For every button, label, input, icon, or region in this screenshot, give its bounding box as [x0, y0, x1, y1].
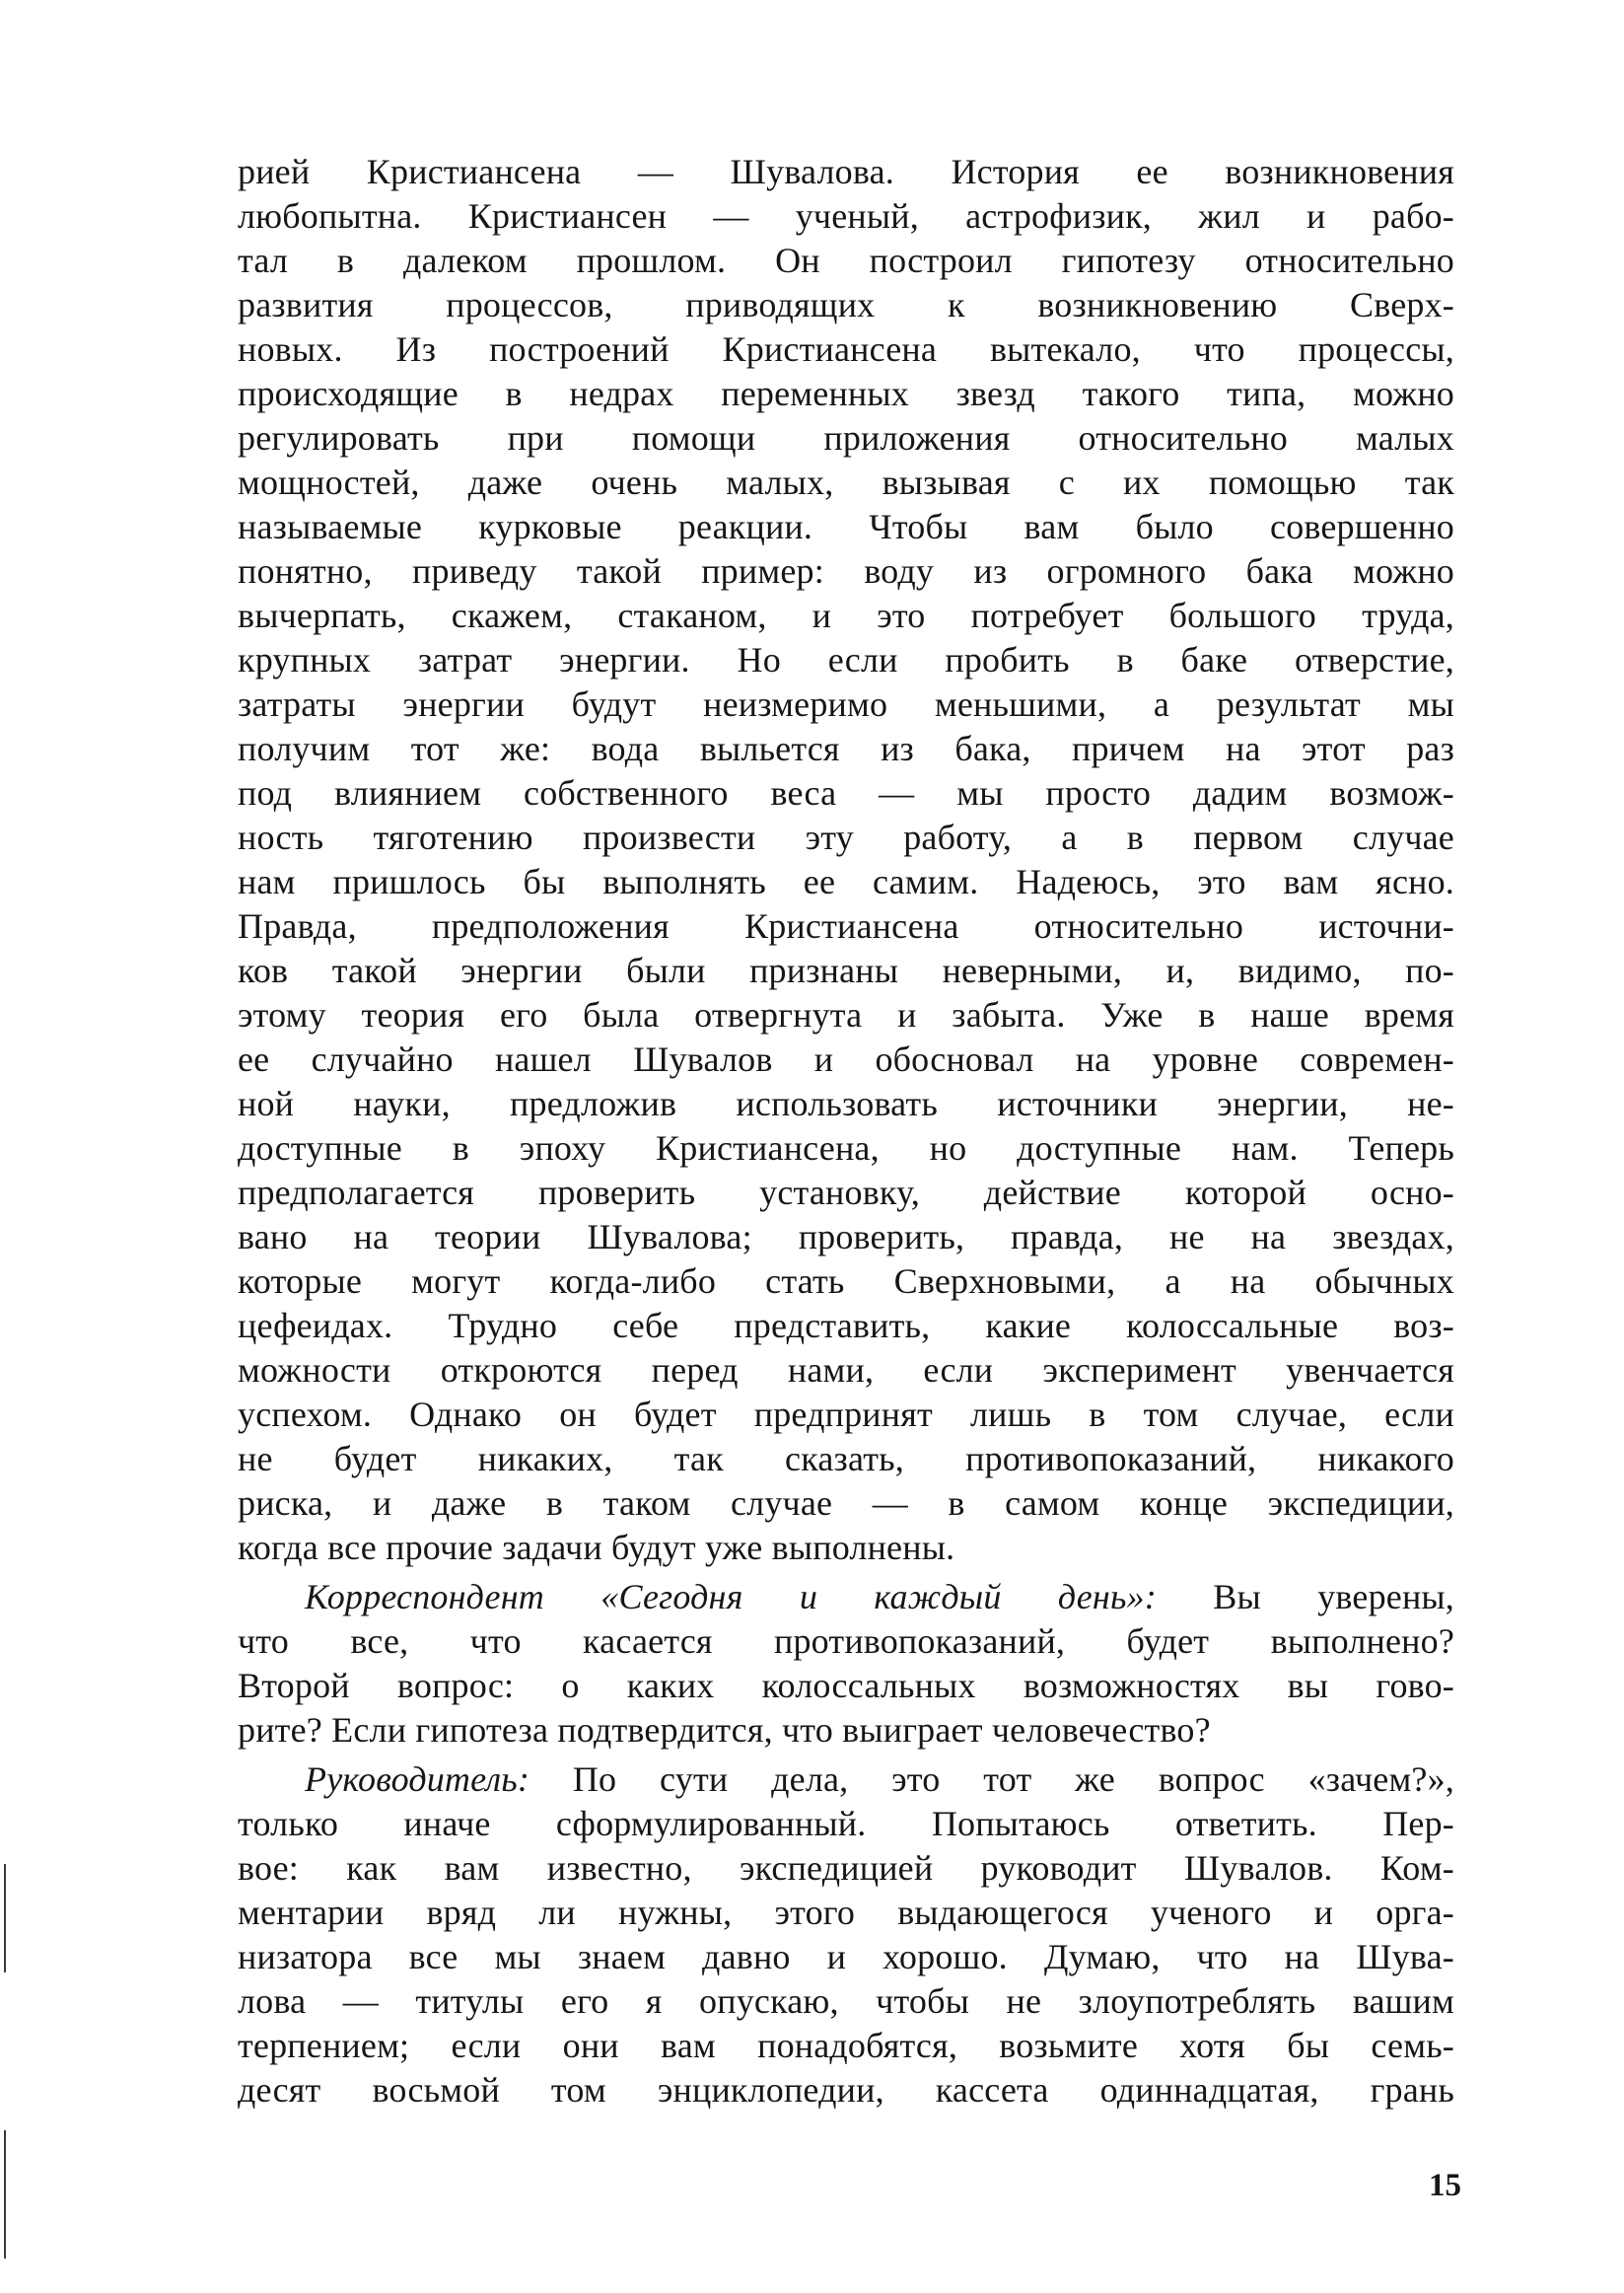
text-line: доступные в эпоху Кристиансена, но доступные нам. Теперь — [238, 1128, 1454, 1168]
text-line: что все, что касается противопоказаний, будет выполнено? — [238, 1621, 1454, 1661]
body-text — [238, 150, 1454, 2113]
scan-edge-mark — [4, 2130, 6, 2258]
text-line: любопытна. Кристиансен — ученый, астрофизик, жил и рабо- — [238, 196, 1454, 236]
text-line — [238, 1575, 1454, 1619]
text-line: можности откроются перед нами, если эксперимент увенчается — [238, 1350, 1454, 1390]
paragraph — [238, 1757, 1454, 2113]
text-line: лова — титулы его я опускаю, чтобы не злоупотреблять вашим — [238, 1981, 1454, 2021]
paragraph — [238, 150, 1454, 1570]
text-line: нам пришлось бы выполнять ее самим. Надеюсь, это вам ясно. — [238, 862, 1454, 901]
text-line: мощностей, даже очень малых, вызывая с их помощью так — [238, 463, 1454, 502]
text-line: этому теория его была отвергнута и забыта. Уже в наше время — [238, 995, 1454, 1035]
text-line: вычерпать, скажем, стаканом, и это потребует большого труда, — [238, 596, 1454, 635]
text-line: называемые курковые реакции. Чтобы вам было совершенно — [238, 507, 1454, 546]
text-line: риска, и даже в таком случае — в самом конце экспедиции, — [238, 1483, 1454, 1523]
text-line: предполагается проверить установку, действие которой осно- — [238, 1173, 1454, 1212]
text-line: Правда, предположения Кристиансена относительно источни- — [238, 906, 1454, 946]
text-line: получим тот же: вода выльется из бака, причем на этот раз — [238, 729, 1454, 768]
text-line: которые могут когда-либо стать Сверхновыми, а на обычных — [238, 1261, 1454, 1301]
text-line: низатора все мы знаем давно и хорошо. Думаю, что на Шува- — [238, 1937, 1454, 1976]
text-line: только иначе сформулированный. Попытаюсь ответить. Пер- — [238, 1804, 1454, 1843]
page-number: 15 — [1429, 2168, 1461, 2203]
text-line: терпением; если они вам понадобятся, возьмите хотя бы семь- — [238, 2026, 1454, 2065]
text-line: вано на теории Шувалова; проверить, правда, не на звездах, — [238, 1217, 1454, 1256]
scan-edge-mark — [4, 1864, 6, 1972]
text-line: ков такой энергии были признаны неверными, и, видимо, по- — [238, 951, 1454, 990]
text-line: ее случайно нашел Шувалов и обосновал на уровне современ- — [238, 1039, 1454, 1079]
text-line: десят восьмой том энциклопедии, кассета одиннадцатая, грань — [238, 2070, 1454, 2110]
speech-text: Вы уверены, — [1156, 1577, 1454, 1616]
speaker-label: Корреспондент «Сегодня и каждый день»: — [305, 1577, 1157, 1616]
speaker-label: Руководитель: — [305, 1759, 530, 1799]
text-line: вое: как вам известно, экспедицией руководит Шувалов. Ком- — [238, 1848, 1454, 1888]
text-line: ной науки, предложив использовать источники энергии, не- — [238, 1084, 1454, 1123]
text-line — [238, 1757, 1454, 1802]
text-line: регулировать при помощи приложения относительно малых — [238, 418, 1454, 458]
text-line: не будет никаких, так сказать, противопоказаний, никакого — [238, 1439, 1454, 1478]
text-line: понятно, приведу такой пример: воду из огромного бака можно — [238, 551, 1454, 591]
text-line: когда все прочие задачи будут уже выполнены. — [238, 1528, 955, 1567]
text-line: тал в далеком прошлом. Он построил гипотезу относительно — [238, 241, 1454, 280]
text-line: Второй вопрос: о каких колоссальных возможностях вы гово- — [238, 1666, 1454, 1705]
text-line: новых. Из построений Кристиансена вытекало, что процессы, — [238, 329, 1454, 369]
text-line: ментарии вряд ли нужны, этого выдающегося ученого и орга- — [238, 1893, 1454, 1932]
text-line: под влиянием собственного веса — мы просто дадим возмож- — [238, 773, 1454, 813]
text-line: развития процессов, приводящих к возникновению Сверх- — [238, 285, 1454, 324]
text-line: успехом. Однако он будет предпринят лишь в том случае, если — [238, 1395, 1454, 1434]
text-line: крупных затрат энергии. Но если пробить в баке отверстие, — [238, 640, 1454, 680]
text-line: происходящие в недрах переменных звезд такого типа, можно — [238, 374, 1454, 413]
text-line: рией Кристиансена — Шувалова. История ее возникновения — [238, 152, 1454, 191]
text-line: затраты энергии будут неизмеримо меньшими, а результат мы — [238, 684, 1454, 724]
text-line: цефеидах. Трудно себе представить, какие колоссальные воз- — [238, 1306, 1454, 1345]
speech-text: По сути дела, это тот же вопрос «зачем?», — [530, 1759, 1454, 1799]
paragraph — [238, 1575, 1454, 1753]
text-line: ность тяготению произвести эту работу, а в первом случае — [238, 818, 1454, 857]
text-line: рите? Если гипотеза подтвердится, что выиграет человечество? — [238, 1710, 1211, 1750]
